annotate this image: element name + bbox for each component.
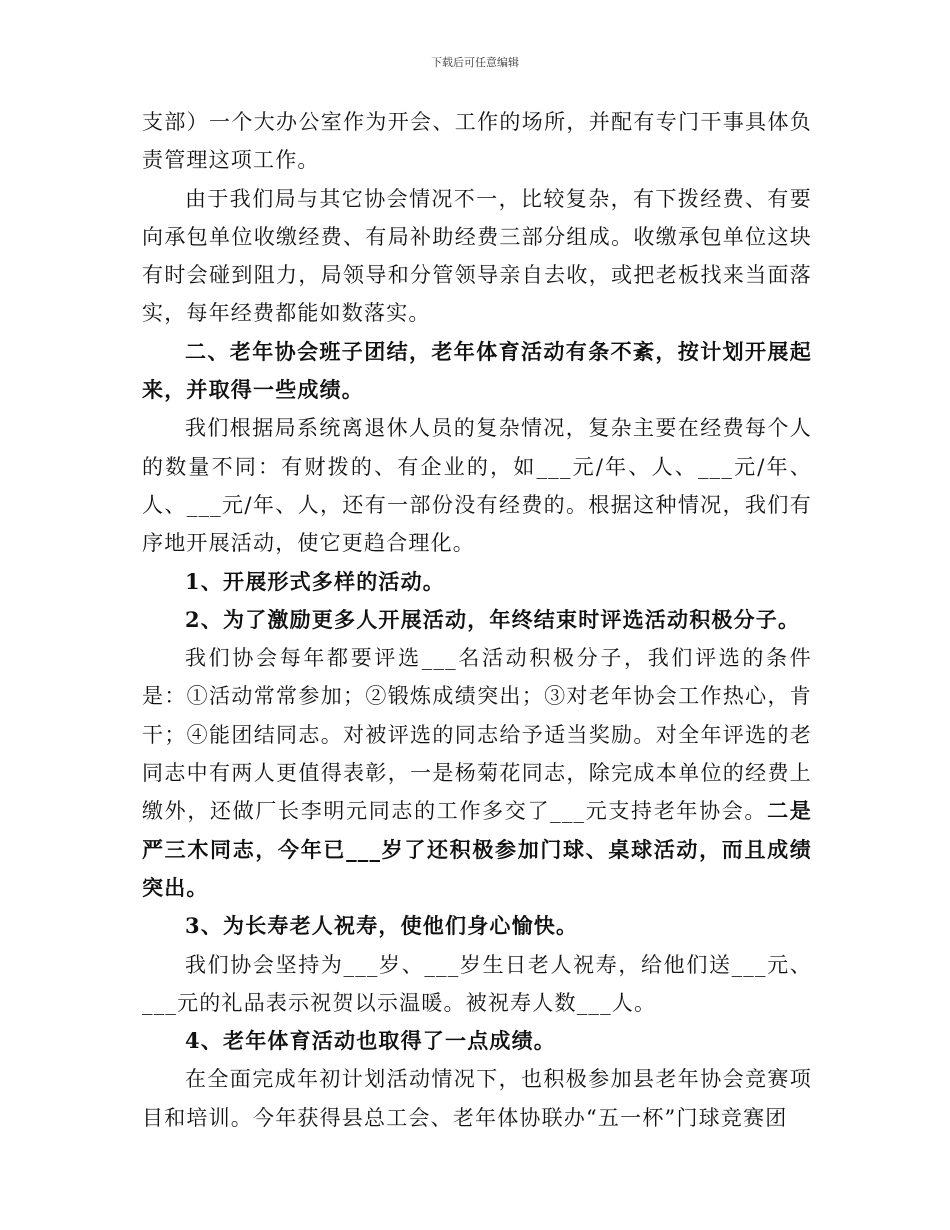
subheading-2: 2、为了激励更多人开展活动，年终结束时评选活动积极分子。 bbox=[185, 606, 801, 632]
paragraph-activists bbox=[142, 639, 812, 907]
paragraph-achievements: 在全面完成年初计划活动情况下，也积极参加县老年协会竞赛项目和培训。今年获得县总工会、老年体协联办“五一杯”门球竞赛团 bbox=[142, 1067, 812, 1130]
subheading-1: 1、开展形式多样的活动。 bbox=[185, 568, 446, 594]
paragraph-office: 支部）一个大办公室作为开会、工作的场所，并配有专门干事具体负责管理这项工作。 bbox=[142, 110, 812, 173]
document-body bbox=[142, 103, 812, 1137]
subheading-4: 4、老年体育活动也取得了一点成绩。 bbox=[185, 1028, 557, 1054]
section-heading-2: 二、老年协会班子团结，老年体育活动有条不紊，按计划开展起来，并取得一些成绩。 bbox=[142, 338, 812, 403]
paragraph-activists-bold: 二是严三木同志，今年已___岁了还积极参加门球、桌球活动，而且成绩突出。 bbox=[142, 798, 812, 900]
subheading-3: 3、为长寿老人祝寿，使他们身心愉快。 bbox=[185, 913, 579, 939]
paragraph-retirees: 我们根据局系统离退休人员的复杂情况，复杂主要在经费每个人的数量不同：有财拨的、有企业的，如___元/年、人、___元/年、人、___元/年、人，还有一部份没有经费的。根据这种情况，我们有序地开展活动，使它更趋合理化。 bbox=[142, 416, 812, 556]
paragraph-birthday: 我们协会坚持为___岁、___岁生日老人祝寿，给他们送___元、___元的礼品表示祝贺以示温暖。被祝寿人数___人。 bbox=[142, 952, 812, 1015]
page-header: 下载后可任意编辑 bbox=[431, 56, 519, 69]
paragraph-activists-text: 我们协会每年都要评选___名活动积极分子，我们评选的条件是：①活动常常参加；②锻炼成绩突出；③对老年协会工作热心，肯干；④能团结同志。对被评选的同志给予适当奖励。对全年评选的老同志中有两人更值得表彰，一是杨菊花同志，除完成本单位的经费上缴外，还做厂长李明元同志的工作多交了___元支持老年协会。 bbox=[142, 646, 812, 824]
paragraph-funding: 由于我们局与其它协会情况不一，比较复杂，有下拨经费、有要向承包单位收缴经费、有局补助经费三部分组成。收缴承包单位这块有时会碰到阻力，局领导和分管领导亲自去收，或把老板找来当面落实，每年经费都能如数落实。 bbox=[142, 186, 812, 326]
